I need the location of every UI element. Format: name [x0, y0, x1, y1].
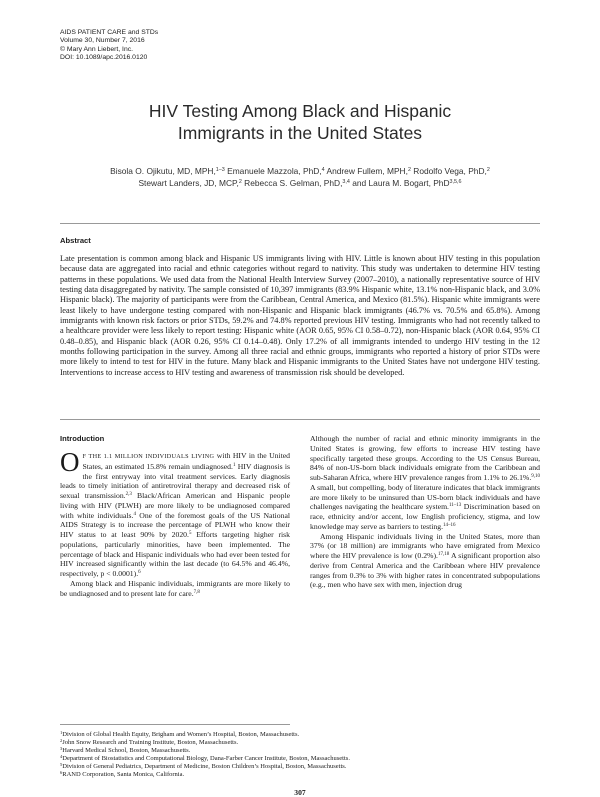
author-name: Bisola O. Ojikutu, MD, MPH,: [110, 166, 216, 176]
author-affiliation-sup: 2: [238, 179, 242, 185]
paragraph-text: Among Hispanic individuals living in the United States, more than 37% (or 18 million) are immigrants who have emigrated from Mexico where the HIV prevalence is low (0.2%).: [310, 531, 540, 560]
footnote-item: [60, 747, 540, 755]
footnote-item: [60, 771, 540, 779]
paragraph-text: A significant proportion also derive from Central America and the Caribbean where HIV prevalence ranges from 0.3% to 3% with higher rates in concentrated subpopulations (e.g., men who have sex with men, injection drug: [310, 551, 540, 590]
paragraph-text: Black/African American and Hispanic people living with HIV (PLWH) are more likely to be undiagnosed compared with white individuals.: [60, 491, 290, 520]
citation-sup: 7,8: [193, 589, 200, 595]
abstract-text: Late presentation is common among black and Hispanic US immigrants living with HIV. Little is known about HIV testing in this population because data are aggregated into racial and ethnic categories without regard to nativity. This study was undertaken to determine HIV testing patterns in these populations. We used data from the National Health Interview Survey (2007–2010), a nationally representative source of HIV testing data disaggregated by nativity. The sample consisted of 10,397 immigrants (83.9% Hispanic white, 13.1% non-Hispanic black, and 3.0% Hispanic black). The majority of participants were from the Caribbean, Central America, and Mexico (81.5%). Hispanic white immigrants were least likely to have undergone testing compared with non-Hispanic and Hispanic black immigrants (46.7% vs. 70.5% and 65.8%). Among immigrants with known risk factors or prior STDs, 59.2% and 74.8% reported previous HIV testing. Immigrants who had not recently talked to a healthcare provider were less likely to report testing: Hispanic white (AOR 0.65, 95% CI 0.58–0.72), non-Hispanic black (AOR 0.64, 95% CI 0.48–0.85), and Hispanic black (AOR 0.26, 95% CI 0.14–0.48). Only 17.2% of all immigrants intended to undergo HIV testing in the 12 months following participation in the survey. Among all three racial and ethnic groups, immigrants who reported a history of prior STDs were more likely to intend to test for HIV in the future. Many black and Hispanic immigrants to the United States have not undergone HIV testing. Interventions to increase access to HIV testing and awareness of transmission risk should be developed.: [60, 254, 540, 377]
author-affiliation-sup: 3,5,6: [449, 179, 462, 185]
intro-paragraph-4: [310, 532, 540, 591]
author-affiliation-sup: 3,4: [342, 179, 350, 185]
footnote-text: Harvard Medical School, Boston, Massachusetts.: [62, 746, 191, 754]
article-title: [60, 100, 540, 144]
body-column-left: [60, 447, 291, 598]
author-name: Emanuele Mazzola, PhD,: [227, 166, 322, 176]
abstract-heading: Abstract: [60, 236, 91, 245]
journal-header: [60, 29, 158, 62]
intro-paragraph-2: [60, 579, 290, 599]
title-line-2: Immigrants in the United States: [177, 123, 423, 143]
affiliation-footnotes: [60, 731, 540, 778]
footnote-sup: 6: [60, 769, 63, 775]
intro-small-caps: F THE 1.1 MILLION INDIVIDUALS LIVING: [82, 453, 215, 460]
abstract-top-rule: [60, 223, 540, 224]
footnote-sup: 2: [60, 737, 63, 743]
abstract-bottom-rule: [60, 419, 540, 420]
intro-paragraph-3: [310, 434, 540, 532]
footnote-text: Division of Global Health Equity, Brigham and Women’s Hospital, Boston, Massachusetts.: [62, 731, 300, 738]
paragraph-text: Discrimination based on race, ethnicity and/or accent, low English proficiency, stigma, and low knowledge may serve as barriers to testing.: [310, 502, 540, 531]
paragraph-text: One of the foremost goals of the US National AIDS Strategy is to increase the percentage of PLWH who know their HIV status to at least 90% by 2020.: [60, 510, 291, 539]
author-affiliation-sup: 2: [407, 167, 411, 173]
author-line-2: [60, 177, 540, 189]
paragraph-text: Among black and Hispanic individuals, immigrants are more likely to be undiagnosed and to present late for care.: [60, 578, 290, 598]
footnote-text: Department of Biostatistics and Computational Biology, Dana-Farber Cancer Institute, Boston, Massachusetts.: [62, 754, 350, 762]
footnote-sup: 1: [60, 730, 63, 735]
author-affiliation-sup: 1–3: [215, 167, 225, 173]
drop-cap: O: [60, 447, 80, 477]
footnote-rule: [60, 724, 290, 725]
journal-copyright: © Mary Ann Liebert, Inc.: [60, 45, 134, 53]
intro-paragraph-1: [60, 447, 291, 579]
author-name: Rodolfo Vega, PhD,: [413, 166, 487, 176]
journal-name: AIDS PATIENT CARE and STDs: [60, 29, 159, 36]
citation-sup: 9,10: [531, 474, 540, 479]
title-line-1: HIV Testing Among Black and Hispanic: [148, 101, 452, 121]
citation-sup: 11–13: [448, 503, 462, 509]
paragraph-text: Although the number of racial and ethnic minority immigrants in the United States is growing, few efforts to increase HIV testing have specifically targeted these groups. According to the US Census Bureau, 84% of non-US-born black individuals emigrate from the Caribbean and sub-Saharan Africa, where HIV prevalence ranges from 1.1% to 26.1%.: [310, 434, 540, 482]
citation-sup: 14–16: [443, 522, 456, 528]
footnote-item: [60, 755, 540, 763]
journal-volume: Volume 30, Number 7, 2016: [60, 37, 145, 45]
author-affiliation-sup: 2: [486, 167, 490, 173]
paragraph-text: Efforts targeting higher risk populations, particularly minorities, have been implemented. The percentage of black and Hispanic individuals who had ever been tested for HIV increased significantly within the last decade (to 64.5% and 46.4%, respectively, p < 0.0001).: [60, 530, 290, 578]
author-name: Rebecca S. Gelman, PhD,: [244, 178, 343, 188]
footnote-item: [60, 763, 540, 771]
citation-sup: 6: [138, 570, 141, 575]
footnote-sup: 5: [60, 761, 63, 767]
footnote-text: Division of General Pediatrics, Department of Medicine, Boston Children’s Hospital, Boston, Massachusetts.: [62, 762, 347, 770]
body-column-right: [310, 434, 540, 590]
author-name: Stewart Landers, JD, MCP,: [138, 178, 239, 188]
footnote-text: John Snow Research and Training Institute, Boston, Massachusetts.: [62, 738, 239, 746]
paragraph-text: with HIV in the United States, an estimated 15.8% remain undiagnosed.: [82, 451, 290, 471]
intro-paragraph-1-text: [60, 447, 291, 578]
paragraph-text: A small, but compelling, body of literature indicates that black immigrants are more likely to be uninsured than US-born black individuals and have challenges navigating the healthcare system.: [310, 482, 540, 512]
citation-sup: 4: [133, 511, 136, 517]
footnote-sup: 4: [60, 753, 63, 759]
footnote-item: [60, 731, 540, 739]
footnote-sup: 3: [60, 745, 63, 751]
introduction-heading: Introduction: [60, 434, 105, 443]
citation-sup: 17,18: [437, 552, 450, 557]
citation-sup: 5: [188, 531, 192, 536]
footnote-item: [60, 739, 540, 747]
journal-doi: DOI: 10.1089/apc.2016.0120: [60, 53, 148, 61]
citation-sup: 1: [232, 462, 236, 468]
author-name: Andrew Fullem, MPH,: [326, 166, 408, 176]
author-list: [60, 165, 540, 189]
page-number: 307: [294, 788, 306, 797]
author-affiliation-sup: 4: [321, 167, 325, 173]
author-name: and Laura M. Bogart, PhD: [352, 178, 450, 188]
citation-sup: 2,3: [125, 492, 132, 497]
paragraph-text: HIV diagnosis is the first entryway into vital treatment services. Early diagnosis leads to timely initiation of antiretroviral therapy and decreased risk of sexual transmission.: [60, 461, 290, 500]
author-line-1: [60, 165, 540, 177]
footnote-text: RAND Corporation, Santa Monica, California.: [62, 770, 185, 778]
